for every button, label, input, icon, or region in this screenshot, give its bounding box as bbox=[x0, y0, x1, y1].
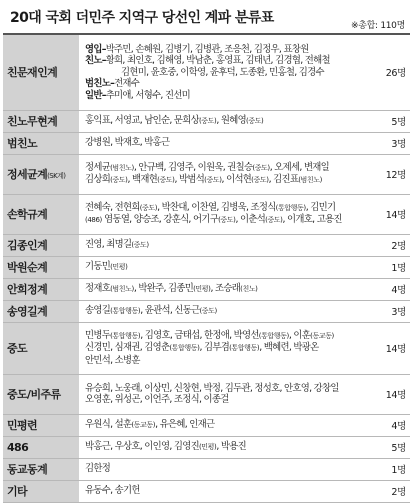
member-count: 26명 bbox=[360, 34, 410, 110]
faction-name: 친문재인계 bbox=[3, 34, 80, 110]
affiliation-tag: (친노) bbox=[240, 284, 258, 293]
member-line: 일반–추미애, 서형수, 진선미 bbox=[85, 89, 191, 101]
affiliation-tag: (범친노) bbox=[110, 284, 134, 293]
member-count: 4명 bbox=[360, 414, 410, 436]
table-row bbox=[3, 234, 410, 256]
affiliation-tag: (중도) bbox=[265, 216, 283, 224]
faction-name: 손학규계 bbox=[3, 194, 80, 234]
affiliation-tag: (통합행동) bbox=[110, 331, 141, 340]
member-line: 정세균(범친노), 안규백, 김영주, 이원욱, 권칠승(중도), 오제세, 변재일 bbox=[85, 161, 330, 173]
member-line: 김현미, 윤호중, 이학영, 윤후덕, 도종환, 민홍철, 김경수 bbox=[121, 66, 324, 78]
affiliation-tag: (중도) bbox=[131, 240, 149, 249]
affiliation-tag: (중도) bbox=[246, 116, 264, 125]
affiliation-tag: (통합행동) bbox=[169, 344, 200, 353]
table-row bbox=[3, 374, 410, 414]
faction-name: 민평련 bbox=[3, 414, 80, 436]
affiliation-tag: (동교동) bbox=[131, 420, 156, 429]
member-list: 강병원, 박재호, 박홍근 bbox=[80, 132, 361, 154]
member-line: 범친노–전재수 bbox=[85, 78, 140, 89]
member-count: 3명 bbox=[360, 132, 410, 154]
affiliation-tag: (중도) bbox=[139, 203, 158, 212]
table-row bbox=[3, 110, 410, 132]
affiliation-tag: (486) bbox=[85, 216, 102, 224]
table-row bbox=[3, 154, 410, 194]
member-list: 정재호(범친노), 박완주, 김종민(민평), 조승래(친노) bbox=[80, 278, 361, 300]
faction-name: 정세균계(SK계) bbox=[3, 154, 80, 194]
member-list: 박홍근, 우상호, 이인영, 김영진(민평), 박용진 bbox=[80, 436, 361, 458]
member-list: 진영, 최명길(중도) bbox=[80, 234, 361, 256]
faction-tag: (SK계) bbox=[47, 172, 66, 180]
member-list bbox=[80, 154, 361, 194]
member-list: 기동민(민평) bbox=[80, 256, 361, 278]
member-list: 홍익표, 서영교, 남인순, 문희상(중도), 원혜영(중도) bbox=[80, 110, 361, 132]
faction-name: 안희정계 bbox=[3, 278, 80, 300]
affiliation-tag: (중도) bbox=[157, 176, 175, 184]
affiliation-tag: (범친노) bbox=[110, 163, 134, 172]
member-line: 민병두(통합행동), 김영호, 금태섭, 한정애, 박영선(통합행동), 이훈(동교동) bbox=[85, 329, 334, 341]
affiliation-tag: (중도) bbox=[204, 176, 222, 184]
member-line: 김상희(중도), 백재현(중도), 박범석(중도), 이석현(중도), 김진표(범친노) bbox=[85, 174, 322, 185]
table-row bbox=[3, 322, 410, 374]
table-row bbox=[3, 480, 410, 502]
member-list: 우원식, 설훈(동교동), 유은혜, 인재근 bbox=[80, 414, 361, 436]
affiliation-tag: (중도) bbox=[110, 176, 128, 184]
table-row bbox=[3, 300, 410, 322]
faction-name: 중도/비주류 bbox=[3, 374, 80, 414]
member-count: 4명 bbox=[360, 278, 410, 300]
faction-name: 범친노 bbox=[3, 132, 80, 154]
member-line: 전혜숙, 전현희(중도), 박찬대, 이찬열, 김병욱, 조정식(통합행동), 김민기 bbox=[85, 201, 336, 213]
faction-name: 친노무현계 bbox=[3, 110, 80, 132]
member-line: 영입–박주민, 손혜원, 김병기, 김병관, 조응천, 김정우, 표창원 bbox=[85, 43, 309, 55]
page-title: 20대 국회 더민주 지역구 당선인 계파 분류표 bbox=[10, 10, 274, 26]
table-row bbox=[3, 132, 410, 154]
member-list: 유동수, 송기헌 bbox=[80, 480, 361, 502]
member-line: 오영훈, 위성곤, 이언주, 조정식, 이종걸 bbox=[85, 394, 229, 405]
member-list: 송영길(통합행동), 윤관석, 신동근(중도) bbox=[80, 300, 361, 322]
member-count: 14명 bbox=[360, 322, 410, 374]
member-count: 2명 bbox=[360, 480, 410, 502]
faction-table bbox=[3, 33, 410, 503]
affiliation-tag: (중도) bbox=[199, 306, 217, 315]
member-list bbox=[80, 194, 361, 234]
member-count: 5명 bbox=[360, 110, 410, 132]
member-count: 14명 bbox=[360, 194, 410, 234]
faction-name: 기타 bbox=[3, 480, 80, 502]
affiliation-tag: (동교동) bbox=[310, 331, 334, 340]
table-row bbox=[3, 414, 410, 436]
affiliation-tag: (민평) bbox=[110, 262, 128, 271]
affiliation-tag: (통합행동) bbox=[258, 331, 289, 340]
affiliation-tag: (민평) bbox=[198, 442, 217, 451]
member-count: 2명 bbox=[360, 234, 410, 256]
member-line: (486) 염동열, 양승조, 강훈식, 어기구(중도), 이춘석(중도), 이개호, 고용진 bbox=[85, 214, 342, 225]
affiliation-tag: (중도) bbox=[198, 116, 217, 125]
total-count: ※총합: 110명 bbox=[351, 21, 405, 31]
affiliation-tag: (중도) bbox=[218, 216, 236, 224]
affiliation-tag: (민평) bbox=[193, 284, 211, 293]
affiliation-tag: (통합행동) bbox=[229, 344, 260, 353]
member-count: 5명 bbox=[360, 436, 410, 458]
faction-name: 중도 bbox=[3, 322, 80, 374]
table-row bbox=[3, 458, 410, 480]
affiliation-tag: (통합행동) bbox=[275, 203, 306, 212]
member-count: 1명 bbox=[360, 458, 410, 480]
table-row bbox=[3, 278, 410, 300]
member-list bbox=[80, 374, 361, 414]
member-list bbox=[80, 34, 361, 110]
faction-name: 486 bbox=[3, 436, 80, 458]
table-row bbox=[3, 256, 410, 278]
member-line: 유승희, 노웅래, 이상민, 신창현, 박정, 김두관, 정성호, 안호영, 강창일 bbox=[85, 382, 339, 394]
affiliation-tag: (중도) bbox=[251, 176, 269, 184]
member-line: 신경민, 심재권, 김영춘(통합행동), 김부겸(통합행동), 백혜련, 박광온 bbox=[85, 342, 319, 354]
member-list bbox=[80, 322, 361, 374]
member-line: 안민석, 소병훈 bbox=[85, 354, 140, 366]
member-line: 친노–황희, 최인호, 김해영, 박남춘, 홍영표, 김태년, 김경협, 전해철 bbox=[85, 55, 330, 66]
table-row bbox=[3, 436, 410, 458]
member-count: 1명 bbox=[360, 256, 410, 278]
table-row bbox=[3, 194, 410, 234]
faction-name: 동교동계 bbox=[3, 458, 80, 480]
affiliation-tag: (범친노) bbox=[298, 176, 322, 184]
table-row bbox=[3, 34, 410, 110]
member-count: 14명 bbox=[360, 374, 410, 414]
affiliation-tag: (통합행동) bbox=[110, 306, 141, 315]
faction-name: 박원순계 bbox=[3, 256, 80, 278]
member-count: 12명 bbox=[360, 154, 410, 194]
affiliation-tag: (중도) bbox=[252, 163, 270, 172]
member-list: 김한정 bbox=[80, 458, 361, 480]
faction-name: 송영길계 bbox=[3, 300, 80, 322]
member-count: 3명 bbox=[360, 300, 410, 322]
faction-name: 김종인계 bbox=[3, 234, 80, 256]
